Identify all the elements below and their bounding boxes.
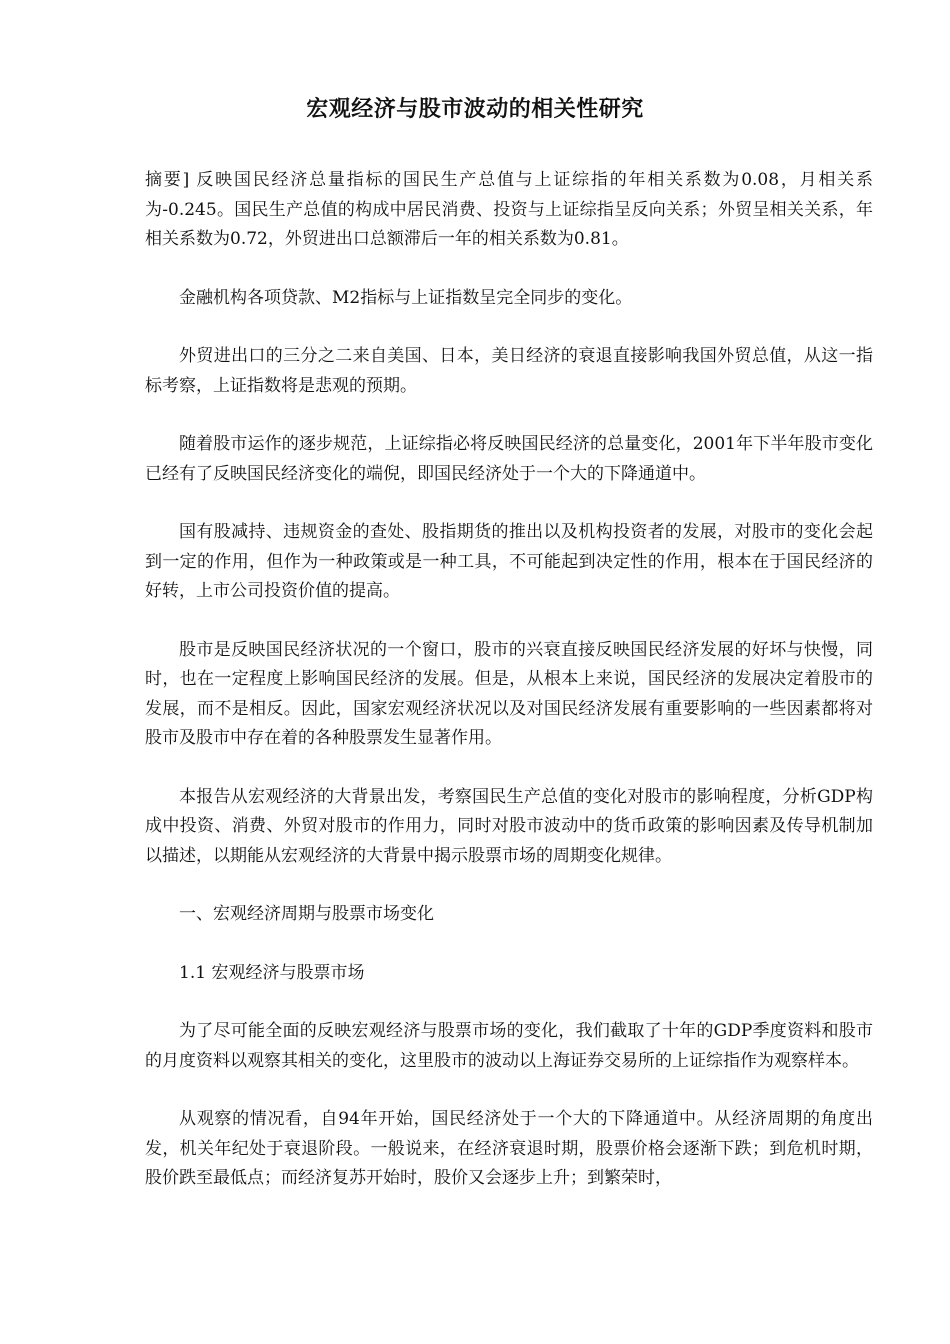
document-title: 宏观经济与股市波动的相关性研究	[306, 96, 644, 122]
subsection-heading: 1.1 宏观经济与股票市场	[179, 962, 365, 983]
section-heading: 一、宏观经济周期与股票市场变化	[179, 904, 434, 924]
paragraph-market-window: 股市是反映国民经济状况的一个窗口，股市的兴衰直接反映国民经济发展的好坏与快慢，同时，也在一定程度上影响国民经济的发展。但是，从根本上来说，国民经济的发展决定着股市的发展，而不是相反。因此，国家宏观经济状况以及对国民经济发展有重要影响的一些因素都将对股市及股市中存在着的各种股票发生显著作用。	[145, 639, 873, 748]
paragraph-report-scope: 本报告从宏观经济的大背景出发，考察国民生产总值的变化对股市的影响程度，分析GDP构成中投资、消费、外贸对股市的作用力，同时对股市波动中的货币政策的影响因素及传导机制加以描述，以期能从宏观经济的大背景中揭示股票市场的周期变化规律。	[145, 786, 873, 866]
document-body	[145, 166, 873, 1194]
paragraph-data-sample: 为了尽可能全面的反映宏观经济与股票市场的变化，我们截取了十年的GDP季度资料和股市的月度资料以观察其相关的变化，这里股市的波动以上海证券交易所的上证综指作为观察样本。	[145, 1021, 873, 1071]
paragraph-economic-cycle: 从观察的情况看，自94年开始，国民经济处于一个大的下降通道中。从经济周期的角度出发，机关年纪处于衰退阶段。一般说来，在经济衰退时期，股票价格会逐渐下跌；到危机时期，股价跌至最低点；而经济复苏开始时，股价又会逐步上升；到繁荣时，	[145, 1109, 873, 1188]
paragraph-market-regulation: 随着股市运作的逐步规范，上证综指必将反映国民经济的总量变化，2001年下半年股市变化已经有了反映国民经济变化的端倪，即国民经济处于一个大的下降通道中。	[145, 434, 873, 484]
abstract-paragraph: 摘要] 反映国民经济总量指标的国民生产总值与上证综指的年相关系数为0.08，月相关系为-0.245。国民生产总值的构成中居民消费、投资与上证综指呈反向关系；外贸呈相关关系，年相关系数为0.72，外贸进出口总额滞后一年的相关系数为0.81。	[145, 170, 873, 249]
paragraph-loans-m2: 金融机构各项贷款、M2指标与上证指数呈完全同步的变化。	[179, 287, 633, 308]
paragraph-foreign-trade: 外贸进出口的三分之二来自美国、日本，美日经济的衰退直接影响我国外贸总值，从这一指标考察，上证指数将是悲观的预期。	[145, 346, 873, 396]
paragraph-policy-tools: 国有股减持、违规资金的查处、股指期货的推出以及机构投资者的发展，对股市的变化会起到一定的作用，但作为一种政策或是一种工具，不可能起到决定性的作用，根本在于国民经济的好转，上市公司投资价值的提高。	[145, 522, 873, 601]
